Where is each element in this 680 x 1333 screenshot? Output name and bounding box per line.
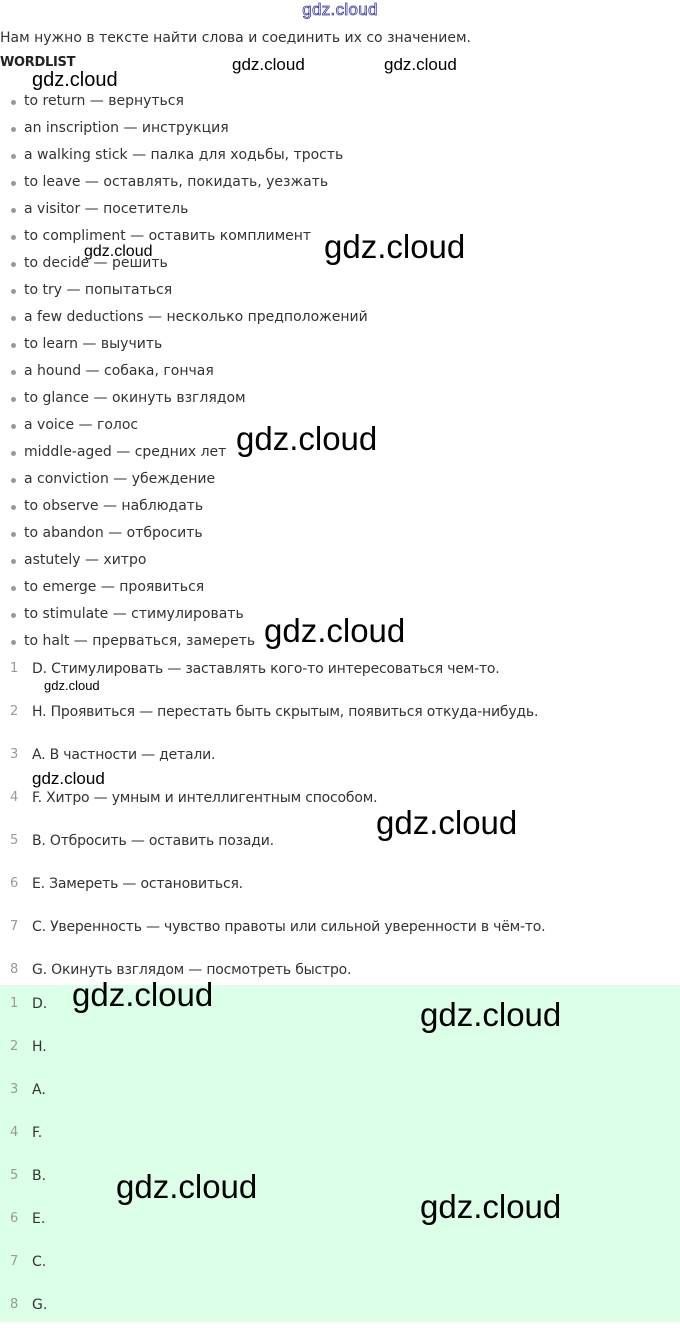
answer-text: F. Хитро — умным и интеллигентным способом. bbox=[32, 790, 378, 806]
wordlist-item: to observe — наблюдать bbox=[0, 494, 368, 521]
item-number: 6 bbox=[10, 1211, 19, 1226]
wordlist-item: to learn — выучить bbox=[0, 332, 368, 359]
wordlist-item: to try — попытаться bbox=[0, 278, 368, 305]
wordlist-item: to glance — окинуть взглядом bbox=[0, 386, 368, 413]
wordlist bbox=[0, 89, 368, 656]
bullet-icon bbox=[11, 289, 16, 294]
item-number: 4 bbox=[10, 790, 19, 805]
item-number: 3 bbox=[10, 747, 19, 762]
bullet-icon bbox=[11, 208, 16, 213]
watermark: gdz.cloud bbox=[376, 804, 518, 841]
item-number: 1 bbox=[10, 996, 19, 1011]
wordlist-item: astutely — хитро bbox=[0, 548, 368, 575]
wordlist-item: to stimulate — стимулировать bbox=[0, 602, 368, 629]
answer-letter-item bbox=[0, 1075, 680, 1118]
answer-letter: D. bbox=[32, 996, 48, 1012]
bullet-icon bbox=[11, 397, 16, 402]
watermark: gdz.cloud bbox=[384, 55, 457, 74]
bullet-icon bbox=[11, 478, 16, 483]
wordlist-item: a conviction — убеждение bbox=[0, 467, 368, 494]
bullet-icon bbox=[11, 181, 16, 186]
wordlist-title: WORDLIST bbox=[0, 55, 76, 70]
answer-letter: E. bbox=[32, 1211, 46, 1227]
answer-item bbox=[0, 698, 545, 741]
item-number: 7 bbox=[10, 1254, 19, 1269]
bullet-icon bbox=[11, 559, 16, 564]
bullet-icon bbox=[11, 451, 16, 456]
answer-text: G. Окинуть взглядом — посмотреть быстро. bbox=[32, 962, 352, 978]
watermark: gdz.cloud bbox=[44, 678, 100, 693]
bullet-icon bbox=[11, 613, 16, 618]
answers-list bbox=[0, 655, 545, 999]
answer-item bbox=[0, 870, 545, 913]
answer-item bbox=[0, 655, 545, 698]
item-number: 5 bbox=[10, 833, 19, 848]
bullet-icon bbox=[11, 343, 16, 348]
watermark: gdz.cloud bbox=[84, 243, 153, 260]
wordlist-item: to compliment — оставить комплимент bbox=[0, 224, 368, 251]
answer-text: B. Отбросить — оставить позади. bbox=[32, 833, 274, 849]
wordlist-item: to emerge — проявиться bbox=[0, 575, 368, 602]
wordlist-item: a visitor — посетитель bbox=[0, 197, 368, 224]
item-number: 1 bbox=[10, 661, 19, 676]
answer-text: C. Уверенность — чувство правоты или сильной уверенности в чём-то. bbox=[32, 919, 546, 935]
item-number: 8 bbox=[10, 962, 19, 977]
bullet-icon bbox=[11, 262, 16, 267]
answer-letter: B. bbox=[32, 1168, 47, 1184]
bullet-icon bbox=[11, 154, 16, 159]
answer-item bbox=[0, 784, 545, 827]
wordlist-item: to leave — оставлять, покидать, уезжать bbox=[0, 170, 368, 197]
bullet-icon bbox=[11, 424, 16, 429]
watermark: gdz.cloud bbox=[32, 769, 105, 788]
watermark: gdz.cloud bbox=[324, 228, 466, 265]
answer-letter-item bbox=[0, 1032, 680, 1075]
item-number: 5 bbox=[10, 1168, 19, 1183]
wordlist-item: to return — вернуться bbox=[0, 89, 368, 116]
site-logo[interactable]: gdz.cloud bbox=[302, 0, 378, 19]
item-number: 4 bbox=[10, 1125, 19, 1140]
bullet-icon bbox=[11, 370, 16, 375]
answer-letters-panel bbox=[0, 985, 680, 1322]
item-number: 2 bbox=[10, 704, 19, 719]
answer-text: A. В частности — детали. bbox=[32, 747, 216, 763]
wordlist-item: to decide — решить bbox=[0, 251, 368, 278]
watermark: gdz.cloud bbox=[72, 976, 214, 1013]
answer-item bbox=[0, 913, 545, 956]
answer-text: D. Стимулировать — заставлять кого-то интересоваться чем-то. bbox=[32, 661, 500, 677]
answer-letter-item bbox=[0, 1247, 680, 1290]
answer-text: E. Замереть — остановиться. bbox=[32, 876, 243, 892]
wordlist-item: an inscription — инструкция bbox=[0, 116, 368, 143]
wordlist-item: to halt — прерваться, замереть bbox=[0, 629, 368, 656]
answer-letter-item bbox=[0, 1161, 680, 1204]
answer-letter-item bbox=[0, 1118, 680, 1161]
answer-letter-item bbox=[0, 1204, 680, 1247]
bullet-icon bbox=[11, 100, 16, 105]
answer-letter: C. bbox=[32, 1254, 47, 1270]
wordlist-item: to abandon — отбросить bbox=[0, 521, 368, 548]
item-number: 6 bbox=[10, 876, 19, 891]
answer-item bbox=[0, 741, 545, 784]
answer-letters-list bbox=[0, 989, 680, 1333]
answer-letter-item bbox=[0, 1290, 680, 1333]
bullet-icon bbox=[11, 316, 16, 321]
watermark: gdz.cloud bbox=[116, 1168, 258, 1205]
bullet-icon bbox=[11, 532, 16, 537]
answer-letter: H. bbox=[32, 1039, 47, 1055]
item-number: 7 bbox=[10, 919, 19, 934]
wordlist-item: middle-aged — средних лет bbox=[0, 440, 368, 467]
watermark: gdz.cloud bbox=[32, 69, 118, 91]
watermark: gdz.cloud bbox=[420, 996, 562, 1033]
watermark: gdz.cloud bbox=[420, 1188, 562, 1225]
watermark: gdz.cloud bbox=[232, 55, 305, 74]
item-number: 3 bbox=[10, 1082, 19, 1097]
answer-text: H. Проявиться — перестать быть скрытым, появиться откуда-нибудь. bbox=[32, 704, 539, 720]
item-number: 8 bbox=[10, 1297, 19, 1312]
answer-letter-item bbox=[0, 989, 680, 1032]
intro-text: Нам нужно в тексте найти слова и соединить их со значением. bbox=[0, 30, 472, 46]
bullet-icon bbox=[11, 505, 16, 510]
watermark: gdz.cloud bbox=[264, 612, 406, 649]
watermark: gdz.cloud bbox=[236, 420, 378, 457]
wordlist-item: a walking stick — палка для ходьбы, трость bbox=[0, 143, 368, 170]
bullet-icon bbox=[11, 586, 16, 591]
answer-letter: F. bbox=[32, 1125, 43, 1141]
wordlist-item: a hound — собака, гончая bbox=[0, 359, 368, 386]
item-number: 2 bbox=[10, 1039, 19, 1054]
wordlist-item: a few deductions — несколько предположений bbox=[0, 305, 368, 332]
answer-letter: A. bbox=[32, 1082, 46, 1098]
wordlist-item: a voice — голос bbox=[0, 413, 368, 440]
bullet-icon bbox=[11, 127, 16, 132]
bullet-icon bbox=[11, 640, 16, 645]
answer-letter: G. bbox=[32, 1297, 48, 1313]
answer-item bbox=[0, 827, 545, 870]
bullet-icon bbox=[11, 235, 16, 240]
